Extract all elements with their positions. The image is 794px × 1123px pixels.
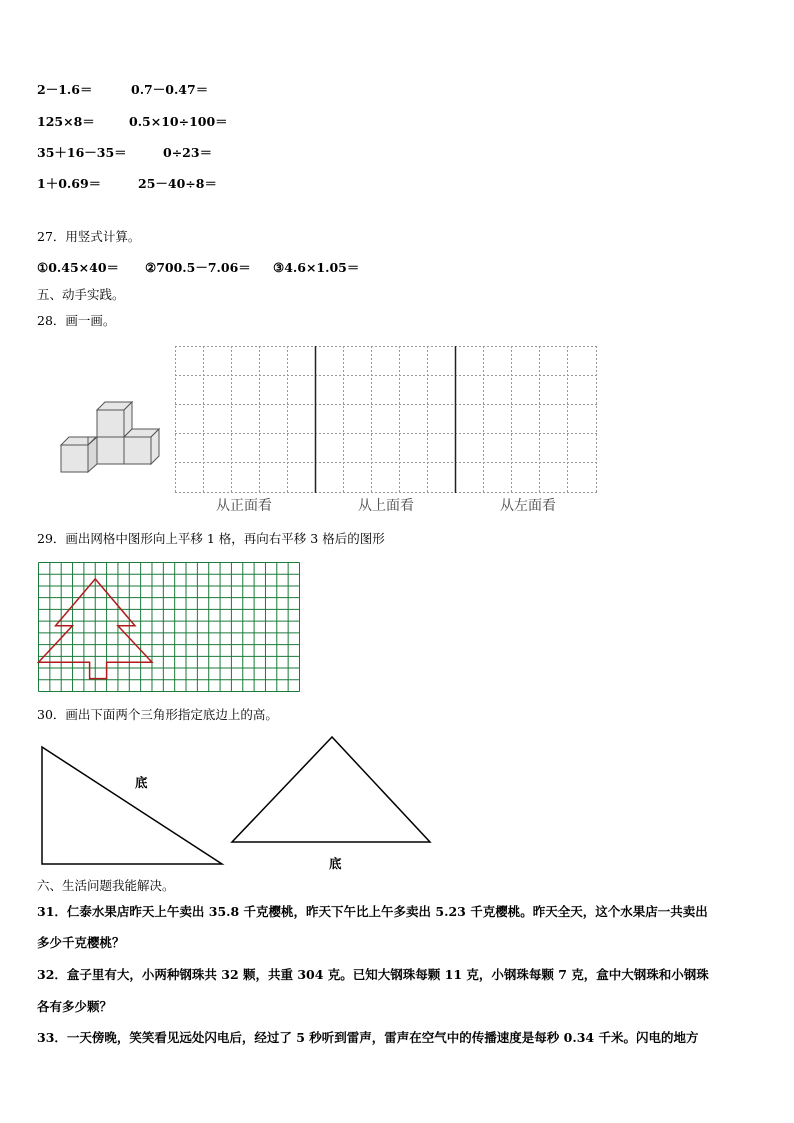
q28-title: 28．画一画。 (37, 313, 116, 328)
section-6-heading: 六、生活问题我能解决。 (37, 878, 175, 893)
label-top-view: 从上面看 (358, 498, 414, 514)
q32-line1: 32．盒子里有大，小两种钢珠共 32 颗，共重 304 克。已知大钢珠每颗 11 克，小钢珠每颗 7 克，盒中大钢珠和小钢珠 (37, 967, 709, 982)
obtuse-triangle (230, 735, 434, 845)
q27-item-2: ②700.5－7.06＝ (145, 260, 251, 275)
calc-2a: 125×8＝ (37, 114, 95, 129)
calc-1b: 0.7－0.47＝ (131, 82, 209, 97)
calc-1a: 2－1.6＝ (37, 82, 93, 97)
view-grid (175, 346, 597, 494)
triangle-1-base-label: 底 (135, 775, 148, 790)
q27-item-1: ①0.45×40＝ (37, 260, 120, 275)
q27-title: 27．用竖式计算。 (37, 229, 141, 244)
section-5-heading: 五、动手实践。 (37, 287, 125, 302)
calc-3a: 35＋16－35＝ (37, 145, 127, 160)
q31-line1: 31．仁泰水果店昨天上午卖出 35.8 千克樱桃，昨天下午比上午多卖出 5.23 千克樱桃。昨天全天，这个水果店一共卖出 (37, 904, 708, 919)
calc-2b: 0.5×10÷100＝ (129, 114, 228, 129)
q29-title: 29．画出网格中图形向上平移 1 格，再向右平移 3 格后的图形 (37, 531, 385, 546)
q33-line1: 33．一天傍晚，笑笑看见远处闪电后，经过了 5 秒听到雷声，雷声在空气中的传播速度是每秒 0.34 千米。闪电的地方 (37, 1030, 699, 1045)
q30-title: 30．画出下面两个三角形指定底边上的高。 (37, 707, 278, 722)
q27-item-3: ③4.6×1.05＝ (273, 260, 360, 275)
translation-grid (38, 562, 300, 692)
cube-figure (55, 398, 165, 478)
label-left-view: 从左面看 (500, 498, 556, 514)
calc-3b: 0÷23＝ (163, 145, 213, 160)
triangle-2-base-label: 底 (329, 856, 342, 871)
q32-line2: 各有多少颗？ (37, 999, 113, 1014)
q31-line2: 多少千克樱桃？ (37, 935, 125, 950)
calc-4a: 1＋0.69＝ (37, 176, 102, 191)
right-triangle (40, 745, 225, 867)
label-front-view: 从正面看 (216, 498, 272, 514)
calc-4b: 25－40÷8＝ (138, 176, 217, 191)
